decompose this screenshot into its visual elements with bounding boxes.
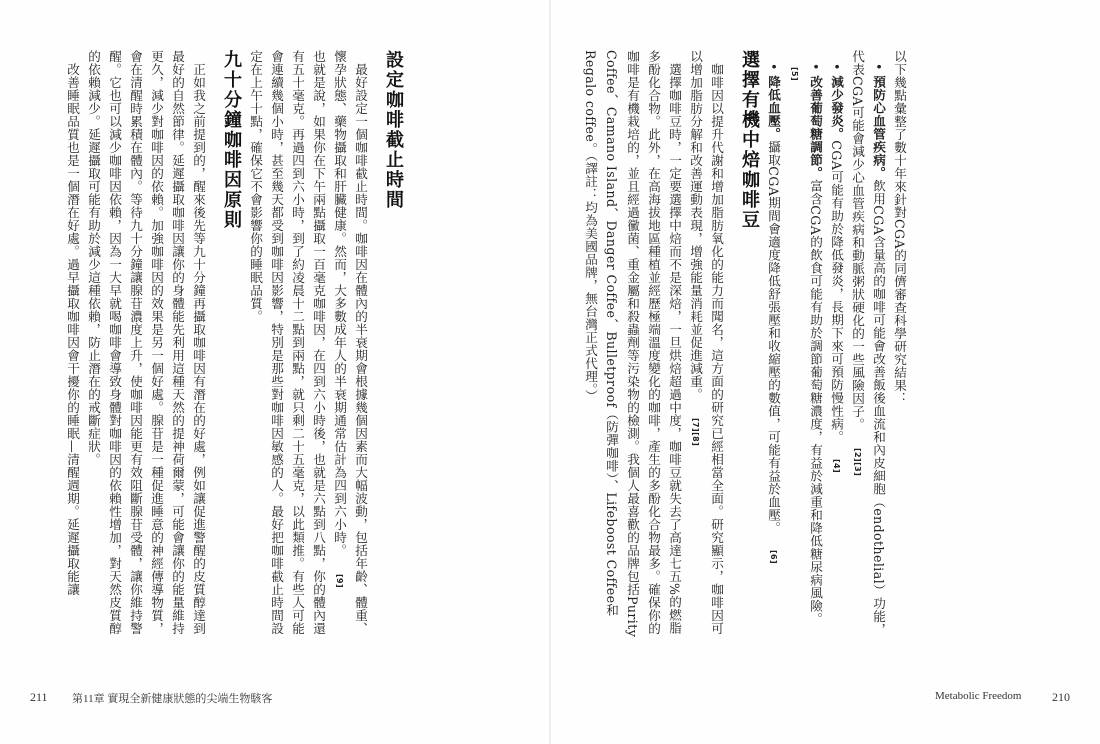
citation: [4] bbox=[832, 459, 841, 474]
section-heading-organic-coffee: 選擇有機中焙咖啡豆 bbox=[739, 50, 760, 230]
body-paragraph bbox=[329, 50, 371, 645]
citation: [5] bbox=[790, 66, 799, 81]
body-paragraph: 正如我之前提到的，醒來後先等九十分鐘再攝取咖啡因有潛在的好處，例如讓促進警醒的皮質醇達到最好的自然節律。延遲攝取咖啡因讓你的身體能先利用這種天然的提神荷爾蒙，可能會讓你的能量維持更久，減少對咖啡因的依賴。加強咖啡因的效果是另一個好處。腺苷是一種促進睡意的神經傳導物質，會在清醒時累積在體內。等待九十分鐘讓腺苷濃度上升，使咖啡因能更有效阻斷腺苷受體，讓你維持警醒。它也可以減少咖啡因依賴，因為一大早就喝咖啡會導致身體對咖啡因的依賴性增加，對天然皮質醇的依賴減少。延遲攝取可能有助於減少這種依賴，防止潛在的戒斷症狀。 bbox=[86, 50, 206, 635]
right-page-number: 210 bbox=[1052, 690, 1070, 704]
body-paragraph: 選擇咖啡豆時，一定要選擇中焙而不是深焙，一旦烘焙超過中度，咖啡豆就失去了高達七五%的燃脂多酚化合物。此外，在高海拔地區種植並經歷極端溫度變化的咖啡，產生的多酚化合物最多。確保你的咖啡是有機栽培的，並且經過黴菌、重金屬和殺蟲劑等污染物的檢測。我個人最喜歡的品牌包括Purity Coffee、Camano Island、Danger Coffee、Bulletproof（防彈咖啡）、Lifeboost Coffee和Regalo coffee。（譯註：均為美國品牌，無台灣正式代理。） bbox=[583, 50, 682, 638]
book-gutter bbox=[549, 0, 551, 744]
intro-paragraph: 以下幾點彙整了數十年來針對CGA的同儕審查科學研究結果： bbox=[892, 50, 907, 405]
book-title-running-footer: Metabolic Freedom bbox=[935, 690, 1022, 702]
right-page-text bbox=[580, 50, 910, 645]
bullet-item: • 降低血壓。攝取CGA期間會適度降低舒張壓和收縮壓的數值，可能有益於血壓。[6] bbox=[763, 50, 784, 645]
bullet-text: 富含CGA的飲食可能有助於調節葡萄糖濃度，有益於減重和降低糖尿病風險。 bbox=[808, 178, 823, 625]
bullet-text: 攝取CGA期間會適度降低舒張壓和收縮壓的數值，可能有益於血壓。 bbox=[766, 139, 781, 534]
chapter-running-footer: 第11章 實現全新健康狀態的尖端生物駭客 bbox=[72, 693, 273, 705]
section-heading-coffee-cutoff: 設定咖啡截止時間 bbox=[383, 50, 404, 210]
left-page-text bbox=[62, 50, 407, 645]
citation: [6] bbox=[769, 550, 778, 565]
bullet-item: • 減少發炎。CGA可能有助於降低發炎，長期下來可預防慢性病。[4] bbox=[826, 50, 847, 645]
paragraph-text: 咖啡因以提升代謝和增加脂肪氧化的能力而聞名，這方面的研究已經相當全面。研究顯示，咖啡因可以增加脂肪分解和改善運動表現，增強能量消耗並促進減重。 bbox=[688, 50, 724, 635]
left-page-number: 211 bbox=[30, 690, 48, 704]
bullet-item: • 預防心血管疾病。飲用CGA含量高的咖啡可能會改善飯後血流和內皮細胞（endothelial）功能，代表CGA可能會減少心血管疾病和動脈粥狀硬化的一些風險因子。[2][3] bbox=[847, 50, 889, 645]
bullet-label: 預防心血管疾病。 bbox=[871, 74, 886, 179]
bullet-item: • 改善葡萄糖調節。富含CGA的飲食可能有助於調節葡萄糖濃度，有益於減重和降低糖尿病風險。[5] bbox=[784, 50, 826, 645]
citation: [9] bbox=[335, 573, 344, 588]
bullet-text: CGA可能有助於降低發炎，長期下來可預防慢性病。 bbox=[829, 139, 844, 443]
body-paragraph bbox=[685, 50, 727, 645]
citation: [2][3] bbox=[853, 447, 862, 476]
citation: [7][8] bbox=[691, 417, 700, 446]
body-paragraph: 也就是說，如果你在下午兩點攝取一百毫克咖啡因，在四到六小時後，也就是六點到八點，你的體內還有五十毫克。再過四到六小時，到了約凌晨十二點到兩點，就只剩二十五毫克，以此類推。有些人可能會連續幾個小時，甚至幾天都受到咖啡因影響，特別是那些對咖啡因敏感的人。最好把咖啡截止時間設定在上午十點，確保它不會影響你的睡眠品質。 bbox=[248, 50, 326, 635]
body-paragraph: 改善睡眠品質也是一個潛在好處。過早攝取咖啡因會干擾你的睡眠—清醒週期。延遲攝取能讓 bbox=[65, 62, 80, 596]
bullet-label: 減少發炎。 bbox=[829, 74, 844, 140]
bullet-label: 降低血壓。 bbox=[766, 74, 781, 140]
bullet-text: 飲用CGA含量高的咖啡可能會改善飯後血流和內皮細胞（endothelial）功能，代表CGA可能會減少心血管疾病和動脈粥狀硬化的一些風險因子。 bbox=[850, 50, 886, 636]
right-page bbox=[580, 50, 1050, 645]
section-heading-ninety-minute-rule: 九十分鐘咖啡因原則 bbox=[221, 50, 242, 230]
bullet-label: 改善葡萄糖調節。 bbox=[808, 74, 823, 179]
paragraph-text: 最好設定一個咖啡截止時間。咖啡因在體內的半衰期會根據幾個因素而大幅波動，包括年齡、體重、懷孕狀態、藥物攝取和肝臟健康。然而，大多數成年人的半衰期通常估計為四到六小時。 bbox=[332, 50, 368, 635]
left-page bbox=[62, 50, 532, 645]
